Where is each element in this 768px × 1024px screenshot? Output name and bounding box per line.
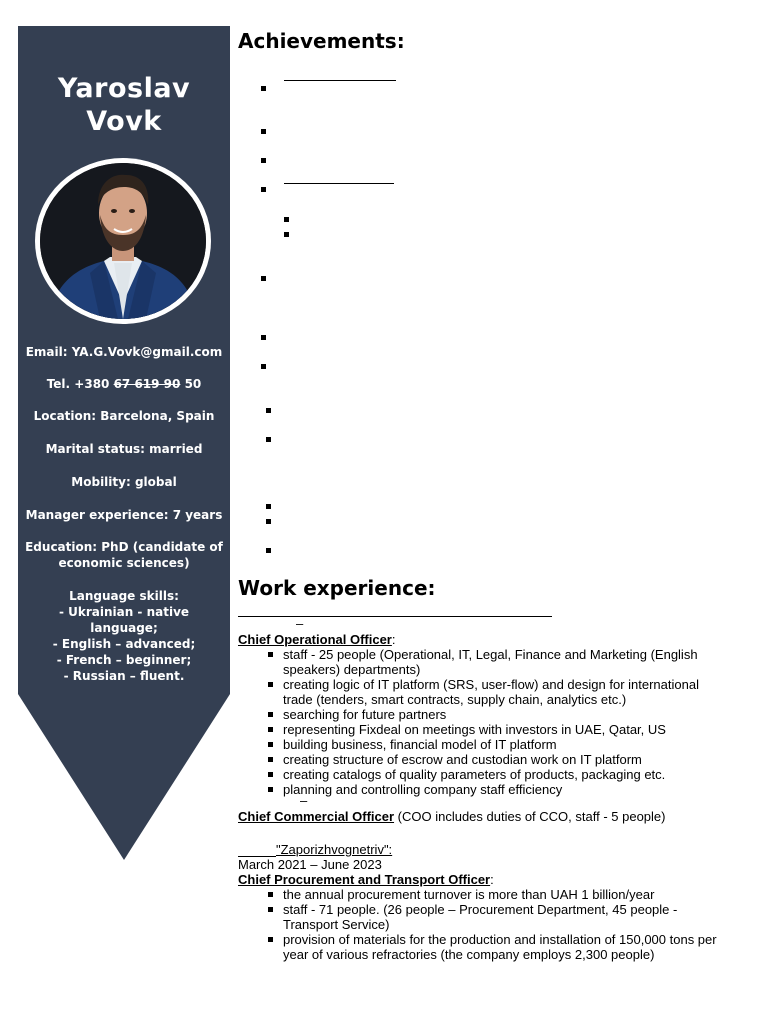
work-experience-heading: Work experience: (238, 576, 436, 600)
job-title-cpto (238, 872, 494, 887)
bullet (261, 187, 266, 192)
company-name: "Zaporizhvognetriv": (276, 842, 393, 857)
list-item: the annual procurement turnover is more than UAH 1 billion/year (262, 887, 732, 902)
language-skills-title: Language skills: (69, 589, 179, 603)
job-title-coo (238, 632, 396, 647)
list-item: searching for future partners (262, 707, 732, 722)
underline-placeholder (238, 616, 552, 617)
language-item: - English – advanced; (52, 637, 196, 651)
bullet (266, 548, 271, 553)
list-item: creating catalogs of quality parameters of products, packaging etc. (262, 767, 732, 782)
first-name: Yaroslav (57, 73, 191, 104)
email: Email: YA.G.Vovk@gmail.com (25, 345, 223, 359)
profile-sidebar (18, 26, 230, 860)
list-item: creating structure of escrow and custodian work on IT platform (262, 752, 732, 767)
language-skills (24, 588, 224, 684)
education-line-1: Education: PhD (candidate of (25, 540, 223, 554)
education-line-2: economic sciences) (58, 556, 190, 570)
bullet (266, 519, 271, 524)
underline-placeholder (284, 80, 396, 81)
list-item: provision of materials for the production and installation of 150,000 tons per year of various refractories (the company employs 2,300 people) (262, 932, 732, 962)
colon: : (391, 632, 396, 647)
job-period: March 2021 – June 2023 (238, 857, 382, 872)
job-title-coo-text: Chief Operational Officer (238, 632, 392, 647)
bullet (261, 335, 266, 340)
job-cpto-duties (262, 887, 732, 962)
language-item: - French – beginner; (56, 653, 192, 667)
bullet (266, 408, 271, 413)
list-item: staff - 71 people. (26 people – Procurement Department, 45 people - Transport Service) (262, 902, 732, 932)
language-item: - Russian – fluent. (63, 669, 185, 683)
phone-struck: 67 619 90 (113, 377, 181, 391)
bullet (284, 232, 289, 237)
list-item: planning and controlling company staff efficiency (262, 782, 732, 797)
achievements-heading: Achievements: (238, 29, 405, 53)
bullet (261, 129, 266, 134)
job-title-cco-text: Chief Commercial Officer (238, 809, 395, 824)
location: Location: Barcelona, Spain (33, 409, 215, 423)
language-item: - Ukrainian - native language; (58, 605, 190, 635)
bullet (266, 437, 271, 442)
mobility: Mobility: global (71, 475, 177, 489)
marital-status: Marital status: married (45, 442, 203, 456)
job-coo-duties (262, 647, 732, 797)
avatar-photo (40, 163, 206, 319)
profile-name (18, 72, 230, 138)
bullet (261, 86, 266, 91)
bullet (261, 158, 266, 163)
colon: : (490, 872, 494, 887)
bullet (261, 276, 266, 281)
last-name: Vovk (86, 106, 162, 137)
list-item: creating logic of IT platform (SRS, user-flow) and design for international trade (tenders, smart contracts, supply chain, analytics etc.) (262, 677, 732, 707)
phone-suffix: 50 (180, 377, 202, 391)
phone (24, 376, 224, 392)
phone-prefix: Tel. +380 (46, 377, 114, 391)
dash: – (296, 616, 304, 631)
bullet (266, 504, 271, 509)
dash: – (300, 793, 308, 808)
job-title-cpto-text: Chief Procurement and Transport Officer (238, 872, 491, 887)
job-title-cco (238, 809, 665, 824)
list-item: representing Fixdeal on meetings with investors in UAE, Qatar, US (262, 722, 732, 737)
list-item: staff - 25 people (Operational, IT, Legal, Finance and Marketing (English speakers) departments) (262, 647, 732, 677)
avatar (35, 158, 211, 324)
bullet (284, 217, 289, 222)
job-cco-note: (COO includes duties of CCO, staff - 5 people) (394, 809, 666, 824)
underline-placeholder (284, 183, 394, 184)
bullet (261, 364, 266, 369)
education (24, 539, 224, 571)
manager-experience: Manager experience: 7 years (25, 508, 223, 522)
list-item: building business, financial model of IT platform (262, 737, 732, 752)
